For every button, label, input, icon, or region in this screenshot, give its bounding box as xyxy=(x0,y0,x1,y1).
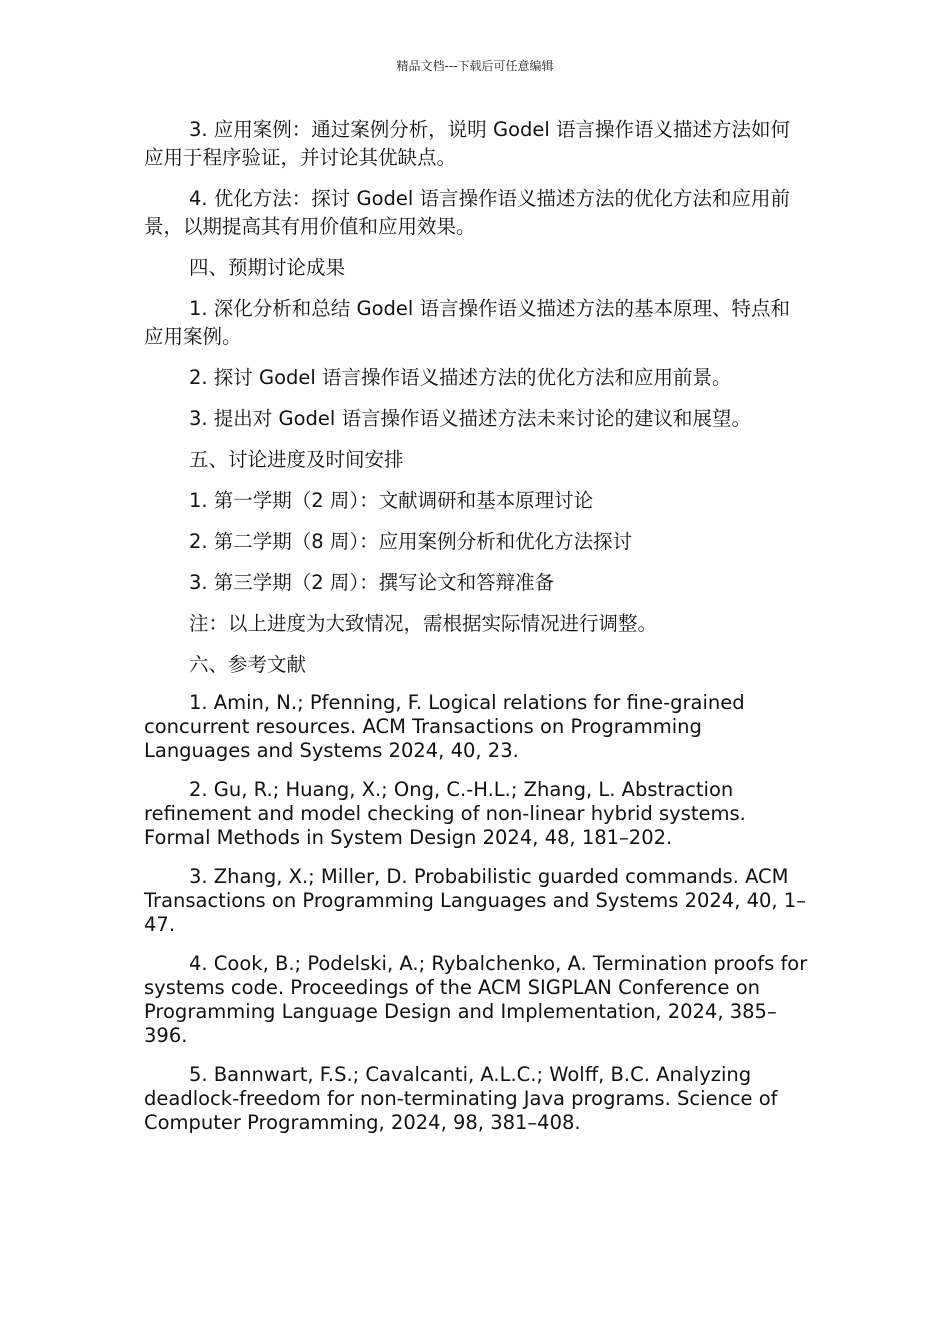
reference-item-1: 1. Amin, N.; Pfenning, F. Logical relations for fine-grained concurrent resources. ACM Transactions on Programming Languages and Systems 2024, 40, 23. xyxy=(144,691,745,762)
result-item-3: 3. 提出对 Godel 语言操作语义描述方法未来讨论的建议和展望。 xyxy=(189,407,752,430)
section-heading-references: 六、参考文献 xyxy=(189,653,307,676)
paragraph-optimization-method: 4. 优化方法：探讨 Godel 语言操作语义描述方法的优化方法和应用前景，以期提高其有用价值和应用效果。 xyxy=(144,187,791,238)
result-item-1: 1. 深化分析和总结 Godel 语言操作语义描述方法的基本原理、特点和应用案例。 xyxy=(144,297,791,348)
document-body xyxy=(144,116,808,1150)
result-item-2: 2. 探讨 Godel 语言操作语义描述方法的优化方法和应用前景。 xyxy=(189,366,732,389)
schedule-item-1: 1. 第一学期（2 周）：文献调研和基本原理讨论 xyxy=(189,489,594,512)
schedule-item-2: 2. 第二学期（8 周）：应用案例分析和优化方法探讨 xyxy=(189,530,633,553)
reference-item-2: 2. Gu, R.; Huang, X.; Ong, C.-H.L.; Zhang, L. Abstraction refinement and model checking of non-linear hybrid systems. Formal Methods in System Design 2024, 48, 181–202. xyxy=(144,778,746,849)
reference-item-3: 3. Zhang, X.; Miller, D. Probabilistic guarded commands. ACM Transactions on Programming Languages and Systems 2024, 40, 1–47. xyxy=(144,865,806,936)
section-heading-schedule: 五、讨论进度及时间安排 xyxy=(189,448,404,471)
page-header: 精品文档---下载后可任意编辑 xyxy=(396,59,554,73)
schedule-note: 注：以上进度为大致情况，需根据实际情况进行调整。 xyxy=(189,612,658,635)
schedule-item-3: 3. 第三学期（2 周）：撰写论文和答辩准备 xyxy=(189,571,555,594)
section-heading-expected-results: 四、预期讨论成果 xyxy=(189,256,346,279)
reference-item-5: 5. Bannwart, F.S.; Cavalcanti, A.L.C.; Wolff, B.C. Analyzing deadlock-freedom for non-terminating Java programs. Science of Computer Programming, 2024, 98, 381–408. xyxy=(144,1063,778,1134)
reference-item-4: 4. Cook, B.; Podelski, A.; Rybalchenko, A. Termination proofs for systems code. Proceedings of the ACM SIGPLAN Conference on Programming Language Design and Implementation, 2024, 385–396. xyxy=(144,952,808,1047)
paragraph-application-case: 3. 应用案例：通过案例分析，说明 Godel 语言操作语义描述方法如何应用于程序验证，并讨论其优缺点。 xyxy=(144,118,791,169)
